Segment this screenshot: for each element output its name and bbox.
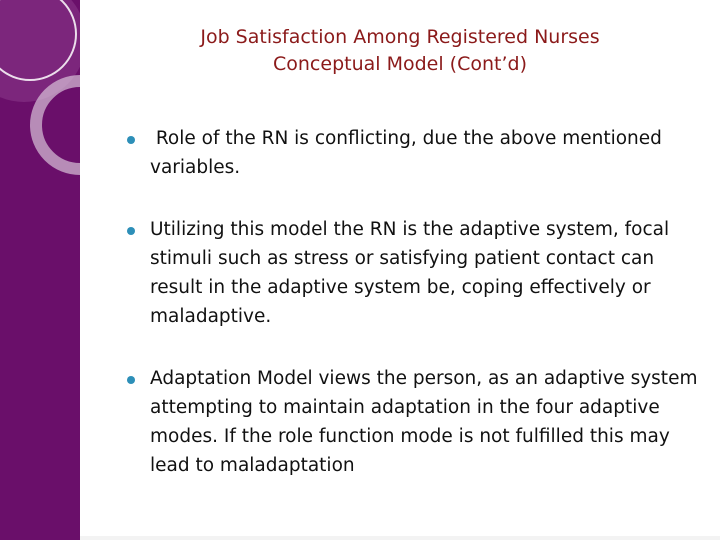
- bullet-item: [126, 124, 700, 182]
- bullet-dot-icon: [127, 376, 135, 384]
- bullet-dot-icon: [127, 227, 135, 235]
- bullet-text: Role of the RN is conflicting, due the above mentioned variables.: [150, 128, 668, 178]
- decorative-circles: [0, 0, 80, 540]
- slide-title-line-2: Conceptual Model (Cont’d): [273, 53, 527, 75]
- bullet-dot-icon: [127, 136, 135, 144]
- bullet-text: Utilizing this model the RN is the adaptive system, focal stimuli such as stress or satisfying patient contact can result in the adaptive system be, coping effectively or maladaptive.: [150, 219, 670, 327]
- decorative-side-panel: [0, 0, 80, 540]
- bullet-text: Adaptation Model views the person, as an adaptive system attempting to maintain adaptation in the four adaptive modes. If the role function mode is not fulfilled this may lead to maladaptation: [150, 368, 698, 476]
- decorative-ring: [36, 81, 80, 169]
- bullet-list: [126, 124, 700, 513]
- slide-title-line-1: Job Satisfaction Among Registered Nurses: [200, 26, 600, 48]
- bottom-divider: [80, 536, 720, 540]
- slide-title: [110, 24, 690, 78]
- bullet-item: [126, 364, 700, 480]
- bullet-item: [126, 215, 700, 331]
